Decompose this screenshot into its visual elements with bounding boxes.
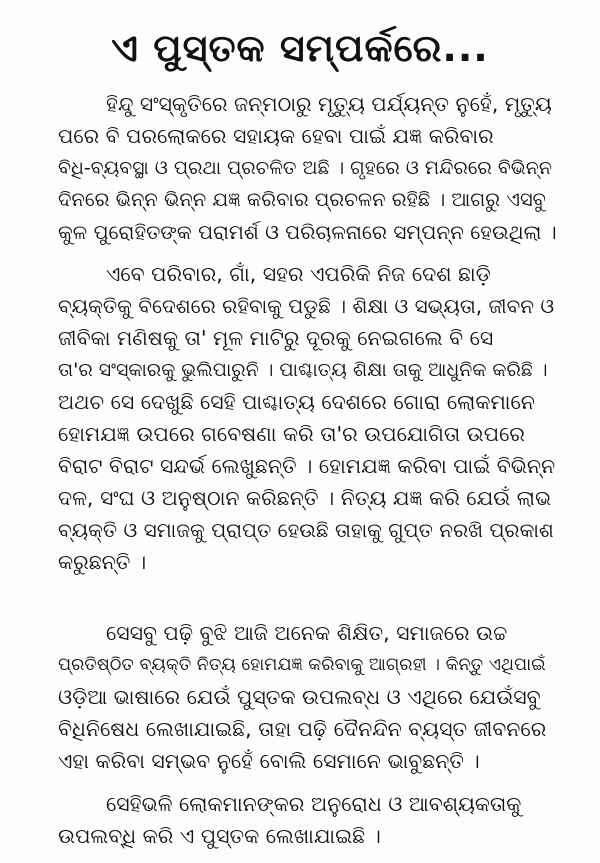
paragraph-2 xyxy=(58,258,558,578)
text-line: ଅଥଚ ସେ ଦେଖୁଛି ସେହି ପାଶ୍ଚାତ୍ୟ ଦେଶରେ ଗୋରା ଲୋକମାନେ xyxy=(58,390,535,414)
paragraph-4 xyxy=(58,788,558,852)
text-line: ହୋମଯଜ୍ଞ ଉପରେ ଗବେଷଣା କରି ତା'ର ଉପଯୋଗିତା ଉପରେ xyxy=(58,422,525,446)
text-line: ବିଧିନିଷେଧ ଲେଖାଯାଇଛି, ତାହା ପଢ଼ି ଦୈନନ୍ଦିନ ବ୍ୟସ୍ତ ଜୀବନରେ xyxy=(58,717,547,741)
text-line: ବ୍ୟକ୍ତି ଓ ସମାଜକୁ ପ୍ରାପ୍ତ ହେଉଛି ତାହାକୁ ଗୁପ୍ତ ନରଖି ପ୍ରକାଶ xyxy=(58,518,554,542)
text-line: ଏବେ ପରିବାର, ଗାଁ, ସହର ଏପରିକି ନିଜ ଦେଶ ଛାଡ଼ି xyxy=(106,262,491,286)
text-line: ବିଧି-ବ୍ୟବସ୍ଥା ଓ ପ୍ରଥା ପ୍ରଚଳିତ ଅଛି । ଗୃହରେ ଓ ମନ୍ଦିରରେ ବିଭିନ୍ନ xyxy=(58,157,552,179)
text-line: ଏହା କରିବା ସମ୍ଭବ ନୁହେଁ ବୋଲି ସେମାନେ ଭାବୁଛନ୍ତି । xyxy=(58,749,480,773)
text-line: ହିନ୍ଦୁ ସଂସ୍କୃତିରେ ଜନ୍ମଠାରୁ ମୃତ୍ୟୁ ପର୍ଯ୍ୟନ୍ତ ନୁହେଁ, ମୃତ୍ୟୁ xyxy=(106,92,552,116)
text-line: ଓଡ଼ିଆ ଭାଷାରେ ଯେଉଁ ପୁସ୍ତକ ଉପଲବ୍ଧ ଓ ଏଥିରେ ଯେଉଁସବୁ xyxy=(58,685,541,709)
page-title: ଏ ପୁସ୍ତକ ସମ୍ପର୍କରେ... xyxy=(111,26,489,70)
text-line: ତା'ର ସଂସ୍କାରକୁ ଭୁଲିପାରୁନି । ପାଶ୍ଚାତ୍ୟ ଶିକ୍ଷା ତାକୁ ଆଧୁନିକ କରିଛି । xyxy=(58,359,548,381)
text-line: ସେସବୁ ପଢ଼ି ବୁଝି ଆଜି ଅନେକ ଶିକ୍ଷିତ, ସମାଜରେ ଉଚ୍ଚ xyxy=(106,621,508,645)
text-line: ବିରାଟ ବିରାଟ ସନ୍ଦର୍ଭ ଲେଖୁଛନ୍ତି । ହୋମଯଜ୍ଞ କରିବା ପାଇଁ ବିଭିନ୍ନ xyxy=(58,454,556,478)
text-line: ପ୍ରତିଷ୍ଠିତ ବ୍ୟକ୍ତି ନିତ୍ୟ ହୋମଯଜ୍ଞ କରିବାକୁ ଆଗ୍ରହୀ । କିନ୍ତୁ ଏଥିପାଇଁ xyxy=(58,655,546,675)
text-line: କୁଳ ପୁରୋହିତଙ୍କ ପରାମର୍ଶ ଓ ପରିଚାଳନାରେ ସମ୍ପନ୍ନ ହେଉଥିଲା । xyxy=(58,220,557,244)
text-line: ଦିନରେ ଭିନ୍ନ ଭିନ୍ନ ଯଜ୍ଞ କରିବାର ପ୍ରଚଳନ ରହିଛି । ଆଗରୁ ଏସବୁ xyxy=(58,188,546,211)
paragraph-1 xyxy=(58,88,558,248)
text-line: ପରେ ବି ପରଲୋକରେ ସହାୟକ ହେବା ପାଇଁ ଯଜ୍ଞ କରିବାର xyxy=(58,124,494,148)
text-line: ବ୍ୟକ୍ତିକୁ ବିଦେଶରେ ରହିବାକୁ ପଡୁଛି । ଶିକ୍ଷା ଓ ସଭ୍ୟତା, ଜୀବନ ଓ xyxy=(58,294,555,318)
text-line: ସେହିଭଳି ଲୋକମାନଙ୍କର ଅନୁରୋଧ ଓ ଆବଶ୍ୟକତାକୁ xyxy=(106,792,522,816)
paragraph-3 xyxy=(58,617,558,777)
text-line: ଜୀବିକା ମଣିଷକୁ ତା' ମୂଳ ମାଟିରୁ ଦୂରକୁ ନେଇଗଲେ ବି ସେ xyxy=(58,326,494,350)
text-line: କରୁଛନ୍ତି । xyxy=(58,550,147,574)
text-line: ଦଳ, ସଂଘ ଓ ଅନୁଷ୍ଠାନ କରିଛନ୍ତି । ନିତ୍ୟ ଯଜ୍ଞ କରି ଯେଉଁ ଲାଭ xyxy=(58,486,552,510)
text-line: ଉପଲବ୍ଧି କରି ଏ ପୁସ୍ତକ ଲେଖାଯାଇଛି । xyxy=(58,824,381,848)
